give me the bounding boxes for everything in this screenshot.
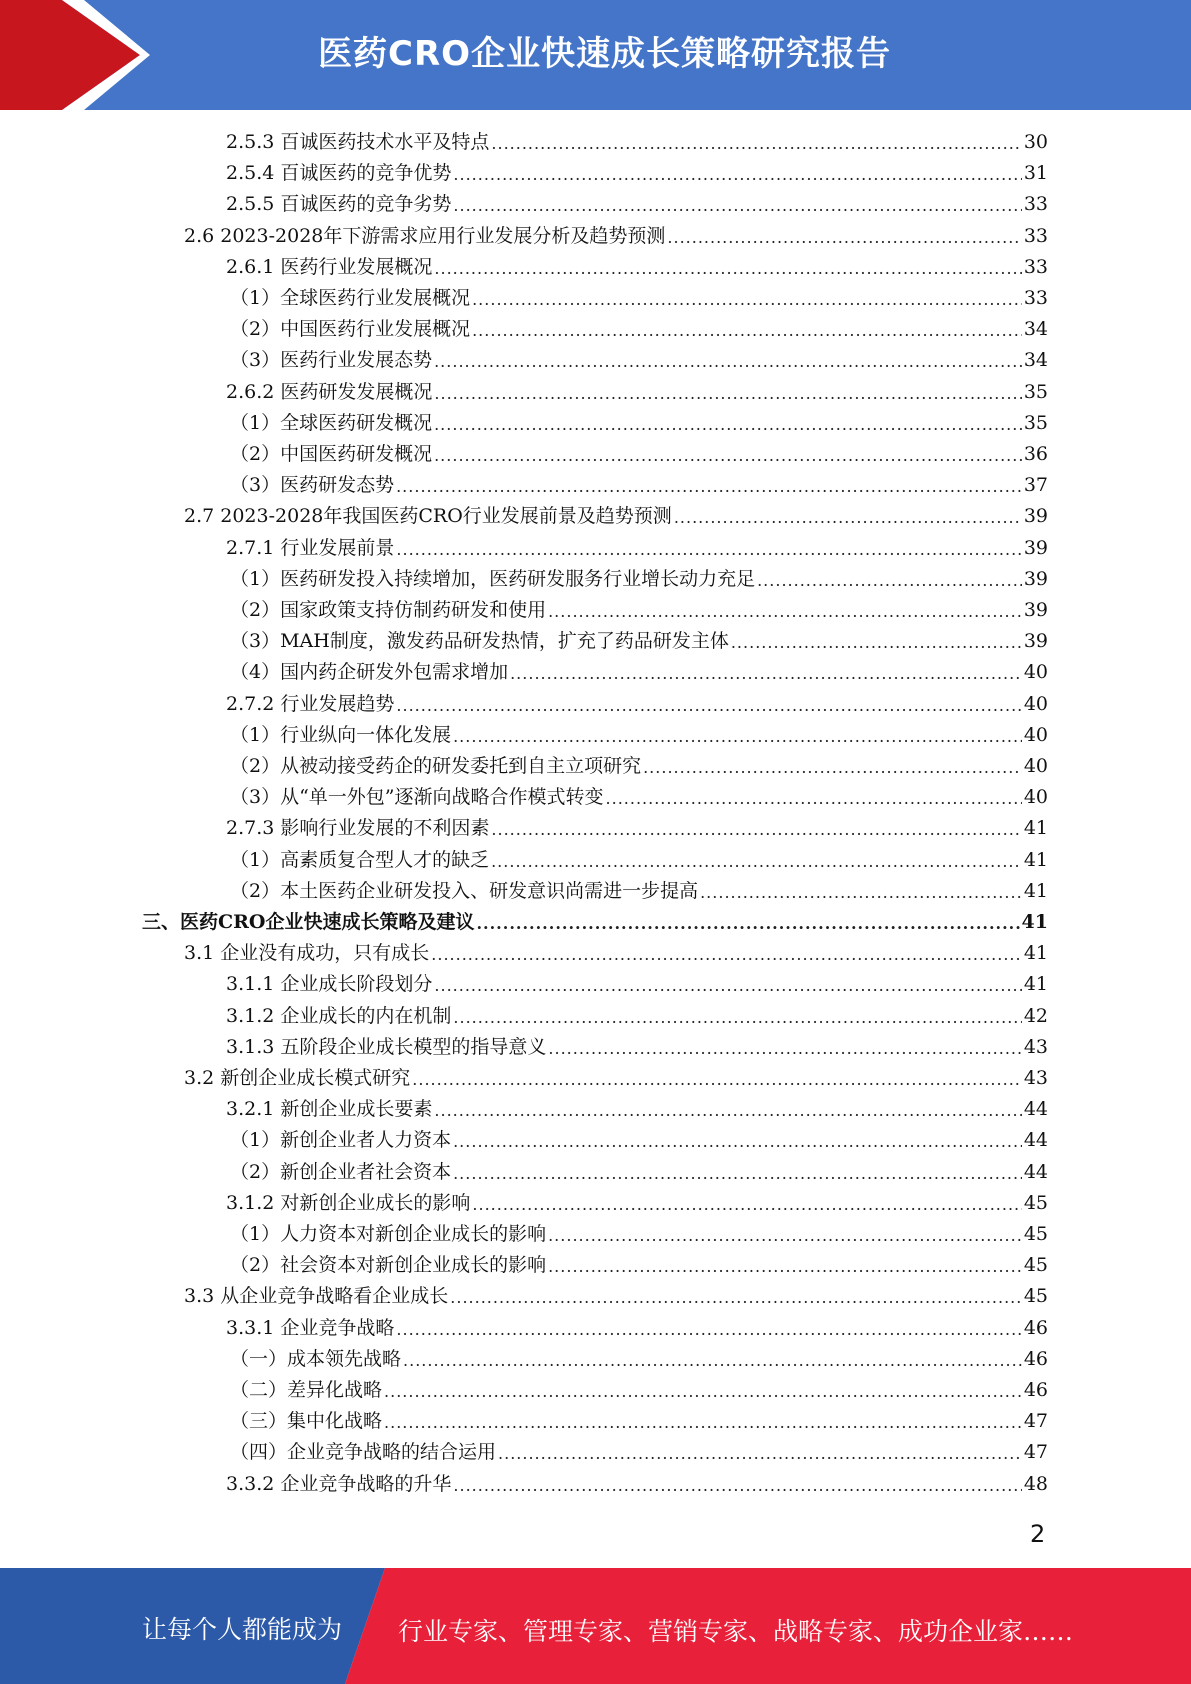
toc-entry[interactable] [226,158,1048,189]
toc-entry[interactable] [226,533,1048,564]
toc-entry[interactable] [230,876,1048,907]
toc-leader-dots [434,377,1021,408]
toc-entry-title: 3.2 新创企业成长模式研究 [184,1067,411,1089]
toc-entry-page: 40 [1023,755,1048,777]
toc-leader-dots [510,657,1022,688]
toc-entry-title: （1）全球医药研发概况 [230,411,433,434]
toc-entry-page: 48 [1023,1472,1048,1495]
toc-entry-title: 3.1.3 五阶段企业成长模型的指导意义 [226,1035,547,1058]
toc-entry[interactable] [226,813,1048,844]
toc-leader-dots [396,533,1021,564]
toc-entry-page: 33 [1023,287,1048,309]
toc-entry-title: 2.6 2023-2028年下游需求应用行业发展分析及趋势预测 [184,224,666,247]
toc-entry-title: （2）中国医药行业发展概况 [230,318,471,341]
report-title: 医药CRO企业快速成长策略研究报告 [318,34,892,74]
toc-entry-page: 41 [1023,879,1048,902]
toc-entry-title: （2）社会资本对新创企业成长的影响 [230,1254,547,1277]
toc-entry[interactable] [226,1469,1048,1500]
toc-leader-dots [434,408,1022,439]
toc-entry[interactable] [230,1219,1048,1250]
toc-entry-page: 37 [1023,474,1048,497]
toc-leader-dots [491,845,1022,876]
toc-leader-dots [700,876,1022,907]
toc-entry-title: （4）国内药企研发外包需求增加 [230,661,509,684]
toc-leader-dots [731,626,1022,657]
toc-leader-dots [674,501,1022,532]
toc-entry[interactable] [226,969,1048,1000]
toc-entry[interactable] [142,907,1048,938]
toc-entry-page: 39 [1023,505,1048,528]
toc-entry-page: 41 [1023,848,1048,871]
toc-leader-dots [491,127,1021,158]
toc-entry-page: 39 [1023,599,1048,621]
toc-leader-dots [548,1032,1021,1063]
toc-entry-title: 2.7.2 行业发展趋势 [226,692,395,715]
toc-entry[interactable] [230,1406,1048,1437]
toc-leader-dots [548,595,1022,626]
toc-entry-title: 2.5.4 百诚医药的竞争优势 [226,162,452,185]
toc-entry-title: 3.3.2 企业竞争战略的升华 [226,1472,452,1495]
toc-leader-dots [491,813,1021,844]
toc-entry-page: 39 [1023,567,1048,590]
toc-entry[interactable] [230,283,1048,314]
toc-entry[interactable] [226,252,1048,283]
toc-entry-title: （3）从“单一外包”逐渐向战略合作模式转变 [230,786,604,809]
toc-entry-page: 39 [1023,536,1048,559]
toc-entry-title: （1）行业纵向一体化发展 [230,723,452,746]
toc-entry-page: 45 [1023,1191,1048,1214]
toc-entry[interactable] [226,189,1048,220]
toc-entry[interactable] [226,1188,1048,1219]
toc-entry-page: 41 [1023,942,1048,965]
toc-leader-dots [453,720,1022,751]
toc-leader-dots [412,1063,1022,1094]
toc-entry-page: 40 [1023,692,1048,715]
toc-entry[interactable] [226,377,1048,408]
toc-entry-title: 2.5.3 百诚医药技术水平及特点 [226,131,490,153]
toc-entry[interactable] [184,1281,1048,1312]
toc-entry[interactable] [230,470,1048,501]
toc-entry-page: 33 [1023,224,1048,247]
report-header [0,0,1191,110]
toc-leader-dots [384,1406,1022,1437]
toc-leader-dots [384,1375,1022,1406]
toc-entry-page: 47 [1023,1441,1048,1464]
toc-entry-title: 三、医药CRO企业快速成长策略及建议 [142,911,475,933]
toc-entry-page: 41 [1023,973,1048,996]
toc-entry[interactable] [230,1125,1048,1156]
toc-entry[interactable] [230,1375,1048,1406]
toc-entry[interactable] [230,782,1048,813]
toc-entry[interactable] [226,127,1048,158]
toc-entry-title: 3.3.1 企业竞争战略 [226,1316,395,1339]
toc-entry[interactable] [230,720,1048,751]
toc-entry-title: 2.6.1 医药行业发展概况 [226,255,433,278]
toc-entry-page: 43 [1023,1067,1048,1089]
toc-entry-page: 44 [1023,1129,1048,1152]
toc-entry-title: 3.1.1 企业成长阶段划分 [226,973,433,996]
toc-entry[interactable] [230,1344,1048,1375]
toc-entry-page: 46 [1023,1379,1048,1401]
toc-entry-page: 41 [1023,817,1048,840]
toc-leader-dots [450,1281,1022,1312]
footer-slogan-right: 行业专家、管理专家、营销专家、战略专家、成功企业家…… [398,1617,1074,1646]
toc-entry[interactable] [226,1001,1048,1032]
toc-entry-page: 35 [1023,380,1048,403]
toc-leader-dots [434,1094,1021,1125]
toc-entry[interactable] [230,1437,1048,1468]
toc-entry-title: （3）MAH制度，激发药品研发热情，扩充了药品研发主体 [230,630,729,653]
toc-leader-dots [472,314,1022,345]
toc-leader-dots [472,1188,1021,1219]
toc-entry-title: （2）新创企业者社会资本 [230,1160,452,1183]
toc-entry-page: 44 [1023,1098,1048,1121]
toc-leader-dots [476,907,1019,938]
toc-entry[interactable] [230,657,1048,688]
toc-entry[interactable] [230,751,1048,782]
toc-entry-page: 40 [1023,661,1048,684]
toc-entry-title: （二）差异化战略 [230,1379,383,1401]
toc-leader-dots [498,1437,1022,1468]
toc-entry[interactable] [230,1250,1048,1281]
toc-entry-title: （四）企业竞争战略的结合运用 [230,1441,497,1464]
toc-leader-dots [548,1250,1022,1281]
toc-entry[interactable] [184,501,1048,532]
toc-leader-dots [396,470,1022,501]
toc-entry[interactable] [230,564,1048,595]
toc-entry[interactable] [230,595,1048,626]
toc-entry-page: 33 [1023,255,1048,278]
toc-leader-dots [434,439,1022,470]
toc-leader-dots [472,283,1022,314]
toc-leader-dots [453,1001,1021,1032]
toc-leader-dots [434,252,1021,283]
toc-entry-page: 45 [1023,1285,1048,1308]
toc-leader-dots [453,1125,1022,1156]
toc-leader-dots [396,689,1021,720]
toc-entry-title: （1）高素质复合型人才的缺乏 [230,848,490,871]
toc-entry-title: （1）全球医药行业发展概况 [230,287,471,309]
toc-entry[interactable] [226,1032,1048,1063]
toc-entry-page: 46 [1023,1316,1048,1339]
toc-leader-dots [396,1313,1021,1344]
toc-entry-title: （3）医药研发态势 [230,474,395,497]
toc-entry-page: 45 [1023,1254,1048,1277]
toc-entry-page: 34 [1023,318,1048,341]
toc-leader-dots [643,751,1022,782]
toc-leader-dots [667,221,1021,252]
toc-entry-page: 39 [1023,630,1048,653]
toc-leader-dots [453,189,1021,220]
toc-entry-page: 40 [1023,723,1048,746]
toc-leader-dots [606,782,1022,813]
toc-entry-page: 33 [1023,193,1048,216]
toc-entry[interactable] [230,314,1048,345]
toc-entry-page: 31 [1023,162,1048,185]
toc-entry-title: （3）医药行业发展态势 [230,349,433,372]
toc-entry[interactable] [184,1063,1048,1094]
toc-entry-title: （2）本土医药企业研发投入、研发意识尚需进一步提高 [230,879,699,902]
page-number: 2 [1030,1520,1046,1548]
toc-entry-page: 34 [1023,349,1048,372]
toc-entry-title: （2）国家政策支持仿制药研发和使用 [230,599,547,621]
toc-entry[interactable] [226,1313,1048,1344]
toc-entry-title: （2）中国医药研发概况 [230,443,433,465]
toc-leader-dots [453,1157,1022,1188]
toc-entry-page: 46 [1023,1347,1048,1370]
toc-entry[interactable] [230,1157,1048,1188]
toc-entry-title: （1）新创企业者人力资本 [230,1129,452,1152]
toc-leader-dots [453,158,1021,189]
toc-entry[interactable] [226,1094,1048,1125]
toc-leader-dots [548,1219,1022,1250]
toc-entry-page: 45 [1023,1223,1048,1245]
toc-entry-title: （三）集中化战略 [230,1410,383,1433]
toc-entry-title: 2.6.2 医药研发发展概况 [226,380,433,403]
toc-entry-page: 41 [1021,911,1048,933]
toc-entry-page: 40 [1023,786,1048,809]
toc-leader-dots [434,969,1021,1000]
toc-entry[interactable] [226,689,1048,720]
toc-entry-title: 3.3 从企业竞争战略看企业成长 [184,1285,449,1308]
toc-leader-dots [403,1344,1022,1375]
toc-entry-title: 2.7.3 影响行业发展的不利因素 [226,817,490,840]
toc-entry-page: 36 [1023,443,1048,465]
toc-entry[interactable] [230,408,1048,439]
toc-entry-page: 30 [1023,131,1048,153]
toc-entry-title: 2.7.1 行业发展前景 [226,536,395,559]
toc-entry-title: （1）人力资本对新创企业成长的影响 [230,1223,547,1245]
toc-entry[interactable] [230,439,1048,470]
report-footer [0,1568,1191,1684]
toc-entry-title: （1）医药研发投入持续增加，医药研发服务行业增长动力充足 [230,567,756,590]
toc-leader-dots [453,1469,1021,1500]
toc-entry-title: 3.2.1 新创企业成长要素 [226,1098,433,1121]
toc-entry-page: 43 [1023,1035,1048,1058]
toc-entry[interactable] [184,221,1048,252]
toc-entry-page: 42 [1023,1004,1048,1027]
toc-leader-dots [431,938,1022,969]
footer-slogan-left: 让每个人都能成为 [142,1615,343,1644]
toc-entry-page: 44 [1023,1160,1048,1183]
toc-entry-title: 2.5.5 百诚医药的竞争劣势 [226,193,452,216]
toc-leader-dots [434,345,1022,376]
toc-entry-title: （2）从被动接受药企的研发委托到自主立项研究 [230,755,642,777]
toc-entry-page: 35 [1023,411,1048,434]
toc-entry-title: （一）成本领先战略 [230,1347,402,1370]
toc-entry[interactable] [184,938,1048,969]
toc-entry-title: 3.1.2 对新创企业成长的影响 [226,1191,471,1214]
toc-entry-page: 47 [1023,1410,1048,1433]
toc-entry-title: 3.1.2 企业成长的内在机制 [226,1004,452,1027]
toc-entry[interactable] [230,845,1048,876]
toc-entry[interactable] [230,345,1048,376]
toc-entry-title: 2.7 2023-2028年我国医药CRO行业发展前景及趋势预测 [184,505,672,528]
toc-entry-title: 3.1 企业没有成功，只有成长 [184,942,430,965]
toc-entry[interactable] [230,626,1048,657]
toc-leader-dots [757,564,1022,595]
